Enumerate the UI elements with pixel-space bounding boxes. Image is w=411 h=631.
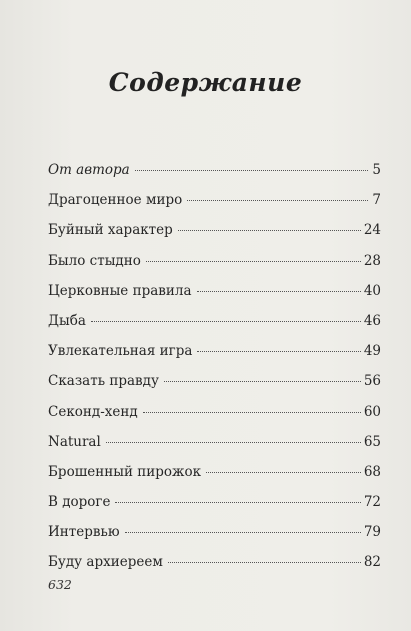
dot-leader	[206, 472, 361, 473]
dot-leader	[106, 442, 361, 443]
toc-entry-title: Было стыдно	[48, 252, 141, 269]
toc-entry-page-number: 68	[363, 463, 381, 480]
toc-entry[interactable]	[48, 524, 381, 554]
toc-entry-page-number: 5	[372, 162, 381, 178]
toc-entry[interactable]	[48, 343, 381, 373]
dot-leader	[178, 230, 361, 231]
toc-entry-title: В дороге	[48, 494, 111, 511]
dot-leader	[146, 261, 361, 262]
toc-list	[48, 162, 381, 585]
toc-entry-title: Драгоценное миро	[48, 192, 183, 209]
dot-leader	[91, 321, 361, 322]
toc-entry-page-number: 40	[363, 282, 381, 299]
toc-entry-page-number: 24	[363, 222, 381, 239]
toc-entry-page-number: 56	[363, 373, 381, 390]
toc-entry-page-number: 28	[363, 252, 381, 269]
toc-entry-title: Буду архиереем	[48, 554, 163, 571]
page-number: 632	[48, 577, 72, 592]
dot-leader	[143, 412, 361, 413]
toc-entry-page-number: 79	[363, 524, 381, 541]
toc-entry[interactable]	[48, 283, 381, 313]
toc-entry-title: Увлекательная игра	[48, 343, 193, 360]
dot-leader	[197, 291, 361, 292]
toc-entry[interactable]	[48, 464, 381, 494]
toc-entry-page-number: 82	[363, 554, 381, 571]
toc-entry[interactable]	[48, 192, 381, 222]
toc-entry[interactable]	[48, 222, 381, 252]
toc-entry-title: От автора	[48, 162, 130, 178]
toc-entry-title: Интервью	[48, 524, 120, 541]
toc-entry[interactable]	[48, 162, 381, 192]
toc-entry-title: Церковные правила	[48, 282, 192, 299]
toc-entry[interactable]	[48, 404, 381, 434]
toc-entry-page-number: 72	[363, 494, 381, 511]
dot-leader	[115, 502, 360, 503]
dot-leader	[187, 200, 368, 201]
dot-leader	[135, 170, 368, 171]
toc-entry[interactable]	[48, 434, 381, 464]
toc-entry-title: Брошенный пирожок	[48, 463, 202, 480]
toc-entry-title: Секонд-хенд	[48, 403, 138, 420]
toc-entry-page-number: 65	[363, 433, 381, 450]
dot-leader	[125, 532, 361, 533]
dot-leader	[164, 381, 361, 382]
dot-leader	[197, 351, 360, 352]
toc-entry[interactable]	[48, 494, 381, 524]
dot-leader	[168, 562, 361, 563]
toc-entry[interactable]	[48, 253, 381, 283]
toc-entry-page-number: 46	[363, 312, 381, 329]
toc-entry-title: Буйный характер	[48, 222, 173, 239]
toc-entry[interactable]	[48, 313, 381, 343]
toc-entry[interactable]	[48, 373, 381, 403]
toc-entry-title: Сказать правду	[48, 373, 159, 390]
toc-title: Содержание	[108, 68, 303, 97]
toc-entry[interactable]	[48, 554, 381, 584]
toc-entry-page-number: 60	[363, 403, 381, 420]
toc-entry-page-number: 49	[363, 343, 381, 360]
toc-entry-title: Natural	[48, 433, 101, 450]
toc-entry-page-number: 7	[372, 192, 381, 209]
toc-entry-title: Дыба	[48, 312, 86, 329]
